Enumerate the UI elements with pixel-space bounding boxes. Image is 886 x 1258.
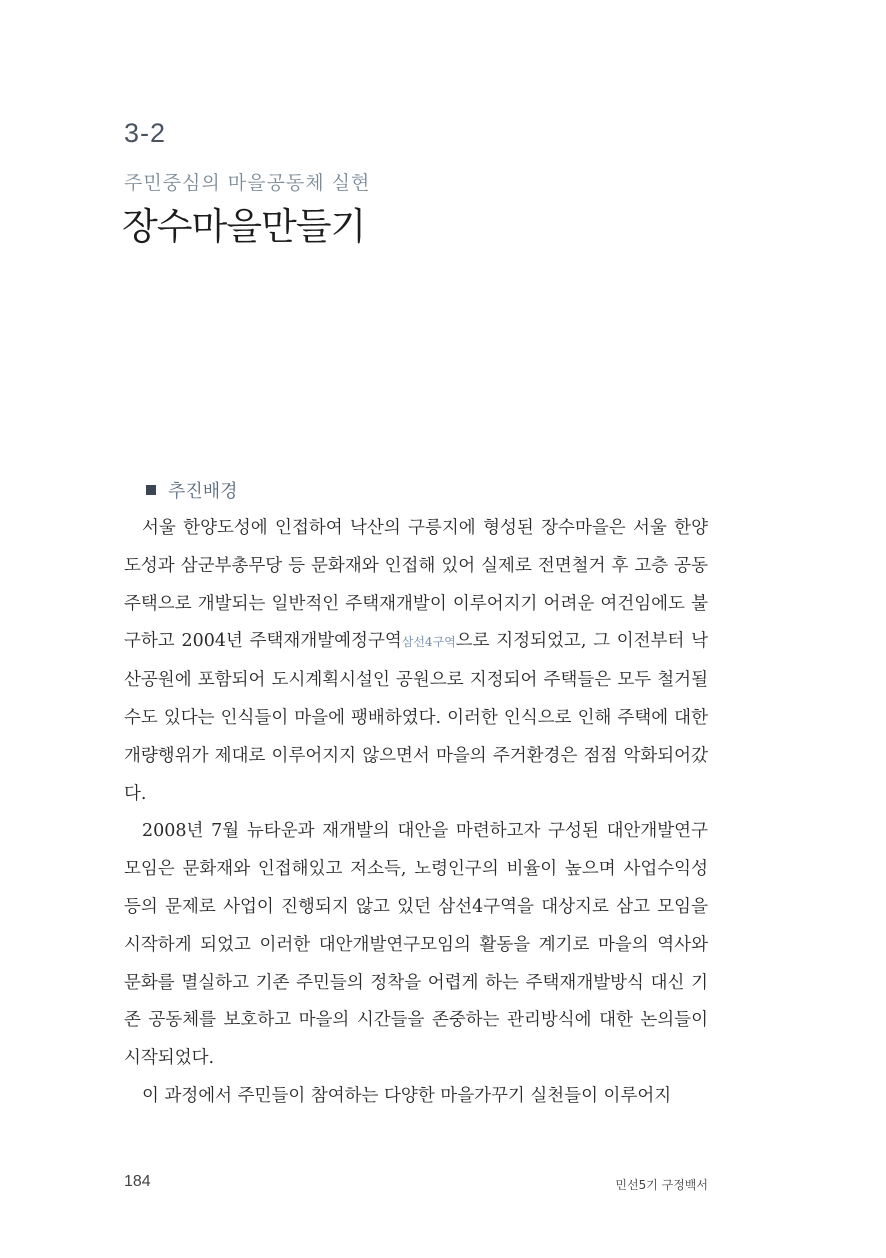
paragraph-2: 2008년 7월 뉴타운과 재개발의 대안을 마련하고자 구성된 대안개발연구모임은 문화재와 인접해있고 저소득, 노령인구의 비율이 높으며 사업수익성 등의 문제로 사업이 진행되지 않고 있던 삼선4구역을 대상지로 삼고 모임을 시작하게 되었고 이러한 대안개발연구모임의 활동을 계기로 마을의 역사와 문화를 멸실하고 기존 주민들의 정착을 어렵게 하는 주택재개발방식 대신 기존 공동체를 보호하고 마을의 시간들을 존중하는 관리방식에 대한 논의들이 시작되었다.: [124, 821, 708, 1069]
paragraph-1-text-cont: 으로 지정되었고, 그 이전부터 낙산공원에 포함되어 도시계획시설인 공원으로 지정되어 주택들은 모두 철거될 수도 있다는 인식들이 마을에 팽배하였다. 이러한 인식으로 인해 주택에 대한 개량행위가 제대로 이루어지지 않으면서 마을의 주거환경은 점점 악화되어갔다.: [124, 631, 708, 804]
paragraph-1-note: 삼선4구역: [401, 635, 456, 650]
heading-label: 추진배경: [168, 481, 238, 502]
book-title: 민선5기 구정백서: [615, 1178, 708, 1192]
square-bullet-icon: [146, 485, 156, 495]
heading-background: [146, 477, 238, 503]
section-number: 3-2: [124, 118, 167, 148]
body-text: [124, 510, 708, 1116]
page-number: 184: [124, 1173, 151, 1190]
section-subtitle: 주민중심의 마을공동체 실현: [124, 172, 371, 194]
paragraph-3: 이 과정에서 주민들이 참여하는 다양한 마을가꾸기 실천들이 이루어지: [142, 1085, 672, 1106]
paragraph-1-text: 서울 한양도성에 인접하여 낙산의 구릉지에 형성된 장수마을은 서울 한양도성과 삼군부총무당 등 문화재와 인접해 있어 실제로 전면철거 후 고층 공동주택으로 개발되는 일반적인 주택재개발이 이루어지기 어려운 여건임에도 불구하고 2004년 주택재개발예정구역: [124, 518, 708, 652]
paragraph-1: [124, 510, 708, 813]
section-title: 장수마을만들기: [122, 205, 366, 248]
